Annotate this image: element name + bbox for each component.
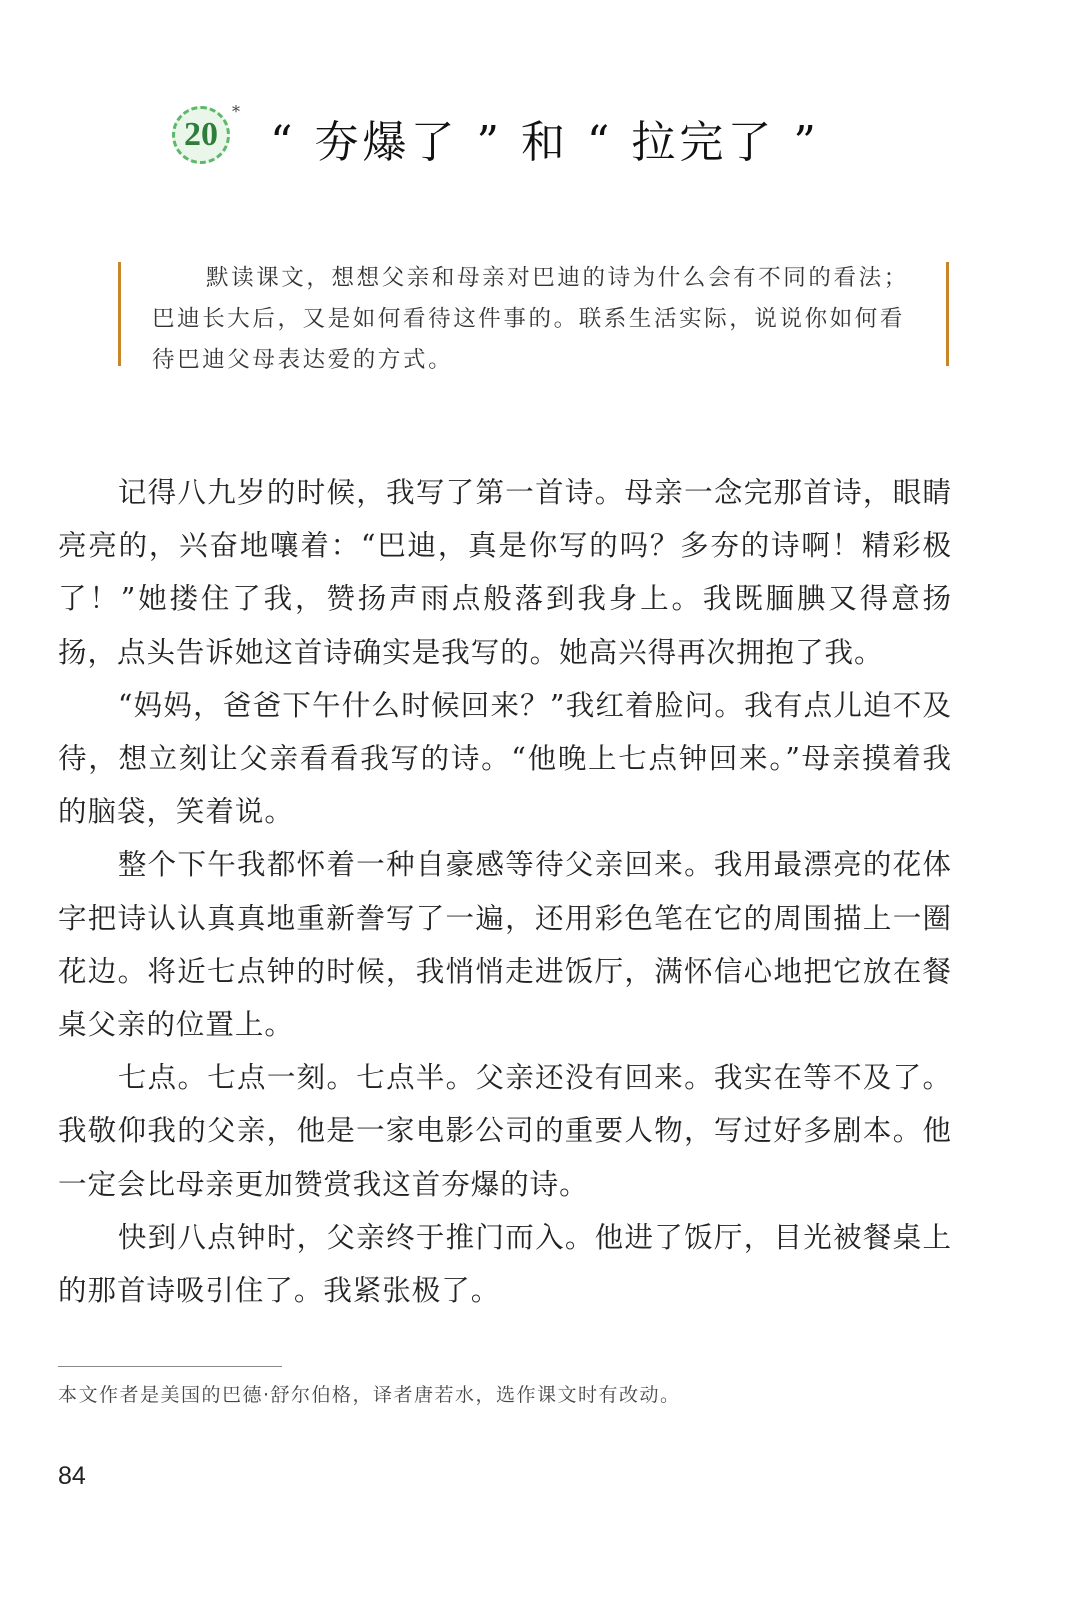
reading-guide-text: 默读课文，想想父亲和母亲对巴迪的诗为什么会有不同的看法；巴迪长大后，又是如何看待这件事的。联系生活实际，说说你如何看待巴迪父母表达爱的方式。 xyxy=(152,265,909,373)
guide-right-bar xyxy=(946,262,949,366)
footnote-divider xyxy=(58,1366,282,1367)
lesson-body xyxy=(58,466,952,1317)
paragraph: “妈妈，爸爸下午什么时候回来？”我红着脸问。我有点儿迫不及待，想立刻让父亲看看我写的诗。“他晚上七点钟回来。”母亲摸着我的脑袋，笑着说。 xyxy=(58,688,952,829)
lesson-title-block xyxy=(170,100,850,180)
self-study-marker: * xyxy=(232,102,240,121)
paragraph: 七点。七点一刻。七点半。父亲还没有回来。我实在等不及了。我敬仰我的父亲，他是一家电影公司的重要人物，写过好多剧本。他一定会比母亲更加赞赏我这首夯爆的诗。 xyxy=(58,1061,952,1201)
paragraph: 快到八点钟时，父亲终于推门而入。他进了饭厅，目光被餐桌上的那首诗吸引住了。我紧张极了。 xyxy=(58,1220,952,1308)
paragraph: 整个下午我都怀着一种自豪感等待父亲回来。我用最漂亮的花体字把诗认认真真地重新誊写了一遍，还用彩色笔在它的周围描上一圈花边。将近七点钟的时候，我悄悄走进饭厅，满怀信心地把它放在餐桌父亲的位置上。 xyxy=(58,848,952,1042)
paragraph: 记得八九岁的时候，我写了第一首诗。母亲一念完那首诗，眼睛亮亮的，兴奋地嚷着：“巴迪，真是你写的吗？多夯的诗啊！精彩极了！”她搂住了我，赞扬声雨点般落到我身上。我既腼腆又得意扬扬，点头告诉她这首诗确实是我写的。她高兴得再次拥抱了我。 xyxy=(58,476,952,669)
page-number: 84 xyxy=(58,1462,86,1490)
lesson-title: “ 夯爆了 ” 和 “ 拉完了 ” xyxy=(270,117,820,168)
lesson-number-badge: 20 xyxy=(172,106,230,164)
reading-guide-box xyxy=(118,258,950,373)
guide-left-bar xyxy=(118,262,121,366)
footnote: 本文作者是美国的巴德·舒尔伯格，译者唐若水，选作课文时有改动。 xyxy=(58,1384,681,1406)
